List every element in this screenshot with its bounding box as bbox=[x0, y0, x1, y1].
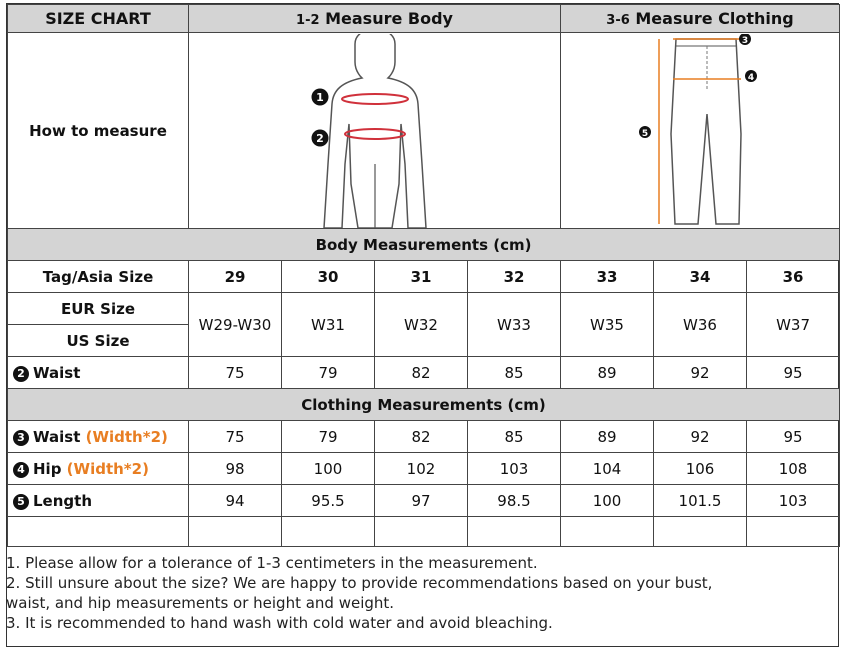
table-cell: 100 bbox=[561, 485, 654, 517]
table-cell: 106 bbox=[654, 453, 747, 485]
table-cell: 95 bbox=[747, 357, 840, 389]
pants-diagram bbox=[561, 34, 845, 228]
eur-size-label: EUR Size bbox=[8, 293, 189, 325]
note-3: 3. It is recommended to hand wash with cold water and avoid bleaching. bbox=[6, 614, 553, 632]
table-cell: 101.5 bbox=[654, 485, 747, 517]
table-cell: 79 bbox=[282, 421, 375, 453]
table-cell: 79 bbox=[282, 357, 375, 389]
table-cell: 100 bbox=[282, 453, 375, 485]
eur-value: W37 bbox=[747, 293, 840, 357]
us-size-label: US Size bbox=[8, 325, 189, 357]
table-cell: 95 bbox=[747, 421, 840, 453]
eur-value: W29-W30 bbox=[189, 293, 282, 357]
hip-label: 4 Hip (Width*2) bbox=[8, 453, 189, 485]
body-diagram-cell bbox=[189, 33, 561, 229]
size-32: 32 bbox=[468, 261, 561, 293]
body-figure-diagram bbox=[212, 34, 538, 228]
measure-body-title: Measure Body bbox=[325, 9, 453, 28]
size-34: 34 bbox=[654, 261, 747, 293]
table-cell: 85 bbox=[468, 421, 561, 453]
table-cell: 97 bbox=[375, 485, 468, 517]
mark-4: 4 bbox=[747, 72, 755, 83]
table-cell: 75 bbox=[189, 421, 282, 453]
clothing-diagram-cell bbox=[561, 33, 840, 229]
table-cell: 92 bbox=[654, 357, 747, 389]
size-chart-title: SIZE CHART bbox=[8, 5, 189, 33]
size-29: 29 bbox=[189, 261, 282, 293]
table-cell: 82 bbox=[375, 421, 468, 453]
measure-body-header bbox=[189, 5, 561, 33]
size-33: 33 bbox=[561, 261, 654, 293]
note-1: 1. Please allow for a tolerance of 1-3 centimeters in the measurement. bbox=[6, 554, 538, 572]
tag-size-row bbox=[8, 261, 840, 293]
length-label: 5 Length bbox=[8, 485, 189, 517]
table-cell: 82 bbox=[375, 357, 468, 389]
measure-clothing-title: Measure Clothing bbox=[635, 9, 794, 28]
table-cell: 75 bbox=[189, 357, 282, 389]
notes bbox=[6, 553, 712, 633]
body-marks: 1-2 bbox=[296, 13, 320, 28]
eur-value: W32 bbox=[375, 293, 468, 357]
body-measurements-header: Body Measurements (cm) bbox=[8, 229, 840, 261]
table-cell: 103 bbox=[747, 485, 840, 517]
mark-2: 2 bbox=[315, 131, 324, 145]
table-cell: 102 bbox=[375, 453, 468, 485]
cloth-waist-number-icon: 3 bbox=[13, 430, 29, 446]
mark-1: 1 bbox=[315, 90, 324, 104]
cloth-waist-note: (Width*2) bbox=[85, 427, 168, 446]
clothing-measurements-header: Clothing Measurements (cm) bbox=[8, 389, 840, 421]
body-waist-label: 2 Waist bbox=[8, 357, 189, 389]
hip-row bbox=[8, 453, 840, 485]
hip-number-icon: 4 bbox=[13, 462, 29, 478]
length-row bbox=[8, 485, 840, 517]
body-waist-number-icon: 2 bbox=[13, 366, 29, 382]
table-cell: 108 bbox=[747, 453, 840, 485]
table-cell: 98.5 bbox=[468, 485, 561, 517]
eur-value: W33 bbox=[468, 293, 561, 357]
size-chart bbox=[6, 3, 839, 647]
cloth-marks: 3-6 bbox=[606, 13, 630, 28]
measure-clothing-header bbox=[561, 5, 840, 33]
table-cell: 89 bbox=[561, 357, 654, 389]
table-cell: 89 bbox=[561, 421, 654, 453]
empty-row bbox=[8, 517, 840, 547]
length-number-icon: 5 bbox=[13, 494, 29, 510]
size-30: 30 bbox=[282, 261, 375, 293]
how-to-measure-label: How to measure bbox=[8, 33, 189, 229]
table-cell: 95.5 bbox=[282, 485, 375, 517]
note-2: 2. Still unsure about the size? We are happy to provide recommendations based on your bust, bbox=[6, 574, 713, 592]
table-cell: 98 bbox=[189, 453, 282, 485]
table-cell: 85 bbox=[468, 357, 561, 389]
size-table bbox=[7, 4, 840, 547]
table-cell: 104 bbox=[561, 453, 654, 485]
eur-value: W36 bbox=[654, 293, 747, 357]
table-cell: 92 bbox=[654, 421, 747, 453]
table-cell: 94 bbox=[189, 485, 282, 517]
eur-value: W35 bbox=[561, 293, 654, 357]
hip-note: (Width*2) bbox=[66, 459, 149, 478]
size-36: 36 bbox=[747, 261, 840, 293]
note-2-cont: waist, and hip measurements or height and weight. bbox=[6, 594, 395, 612]
cloth-waist-row bbox=[8, 421, 840, 453]
eur-size-row bbox=[8, 293, 840, 325]
tag-size-label: Tag/Asia Size bbox=[8, 261, 189, 293]
table-cell: 103 bbox=[468, 453, 561, 485]
body-waist-row bbox=[8, 357, 840, 389]
cloth-waist-label: 3 Waist (Width*2) bbox=[8, 421, 189, 453]
eur-value: W31 bbox=[282, 293, 375, 357]
mark-3: 3 bbox=[741, 35, 749, 46]
mark-5: 5 bbox=[641, 128, 649, 139]
size-31: 31 bbox=[375, 261, 468, 293]
